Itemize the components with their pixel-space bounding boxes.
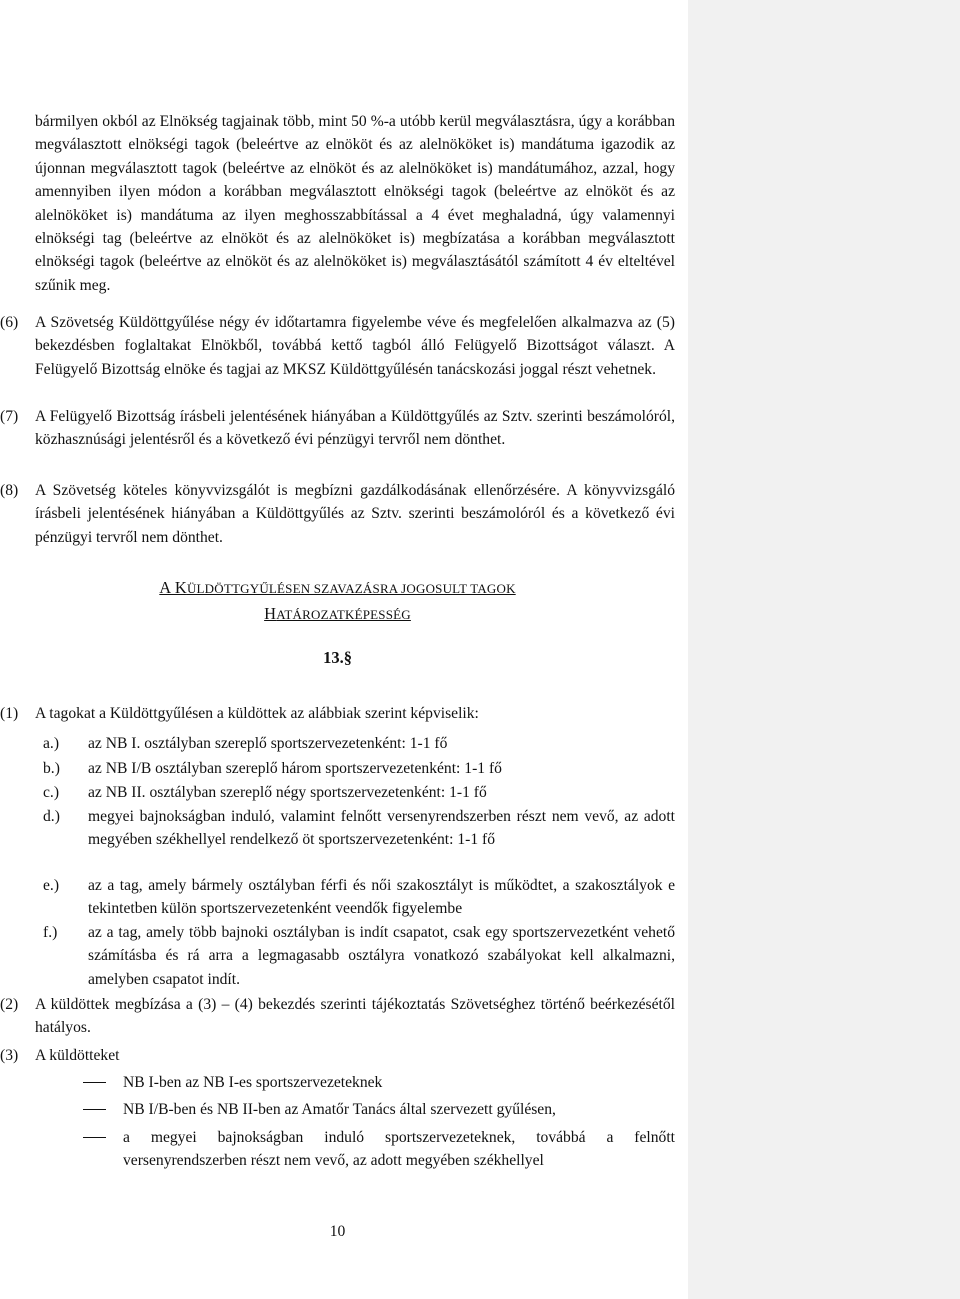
list-item-label: a.): [43, 735, 60, 752]
dash-bullet-icon: [83, 1082, 106, 1083]
list-item-label: e.): [43, 877, 60, 894]
paragraph-text: A tagokat a Küldöttgyűlésen a küldöttek az alábbiak szerint képviselik:: [35, 705, 479, 722]
list-item-text: az NB I. osztályban szereplő sportszervezetenként: 1-1 fő: [88, 735, 448, 752]
dash-bullet-icon: [83, 1137, 106, 1138]
list-item-label: f.): [43, 924, 58, 941]
paragraph-number: (8): [0, 482, 19, 499]
dash-bullet-icon: [83, 1109, 106, 1110]
paragraph-number: (3): [0, 1047, 19, 1064]
list-item-label: b.): [43, 760, 60, 777]
paragraph-text: A küldöttek megbízása a (3) – (4) bekezdés szerinti tájékoztatás Szövetséghez történő beérkezésétől hatályos.: [35, 996, 675, 1037]
continued-paragraph: bármilyen okból az Elnökség tagjainak több, mint 50 %-a utóbb kerül megválasztásra, úgy a korábban megválasztott elnökségi tagok (beleértve az elnököt és az alelnököket is) mandátuma igazodik az újonnan megválasztott tagok (beleértve az elnököt és az alelnököket is) mandátumához, azzal, hogy amennyiben ilyen módon a korábban megválasztott elnökségi tagok (beleértve az elnököt és az alelnököket is) mandátuma az ilyen meghosszabbítással a 4 évet meghaladná, úgy valamennyi elnökségi tag (beleértve az elnököt és az alelnököket is) megbízatása a korábban megválasztott elnökségi tagok (beleértve az elnököt és az alelnököket is) megválasztásától számított 4 év elteltével szűnik meg.: [35, 113, 675, 294]
list-item-text: az a tag, amely több bajnoki osztályban is indít csapatot, csak egy sportszervezetként vehető számításba és rá arra a legmagasabb osztályra vonatkozó szabályokat kell alkalmazni, amelyben csapatot indít.: [88, 924, 675, 988]
list-item-text: az a tag, amely bármely osztályban férfi és női szakosztályt is működtet, a szakosztályok e tekintetben külön sportszervezetenként veendők figyelembe: [88, 877, 675, 918]
page-number: 10: [329, 1223, 346, 1240]
section-number: 13.§: [323, 648, 352, 667]
paragraph-text: A küldötteket: [35, 1047, 120, 1064]
paragraph-number: (2): [0, 996, 19, 1013]
list-item-text: az NB II. osztályban szereplő négy sportszervezetenként: 1-1 fő: [88, 784, 487, 801]
dash-list-item-text: NB I/B-ben és NB II-ben az Amatőr Tanács által szervezett gyűlésen,: [123, 1101, 556, 1118]
list-item-label: d.): [43, 808, 60, 825]
dash-list-item-text: a megyei bajnokságban induló sportszervezeteknek, továbbá a felnőtt versenyrendszerben részt nem vevő, az adott megyében székhellyel: [123, 1129, 675, 1170]
list-item-label: c.): [43, 784, 60, 801]
dash-list-item-text: NB I-ben az NB I-es sportszervezeteknek: [123, 1074, 383, 1091]
list-item-text: az NB I/B osztályban szereplő három sportszervezetenként: 1-1 fő: [88, 760, 502, 777]
list-item-text: megyei bajnokságban induló, valamint felnőtt versenyrendszerben részt nem vevő, az adott megyében székhellyel rendelkező öt sportszervezetenként: 1-1 fő: [88, 808, 675, 849]
section-heading-line-1: A KÜLDÖTTGYŰLÉSEN SZAVAZÁSRA JOGOSULT TAGOK: [159, 578, 516, 597]
paragraph-text: A Szövetség köteles könyvvizsgálót is megbízni gazdálkodásának ellenőrzésére. A könyvvizsgáló írásbeli jelentésének hiányában a Küldöttgyűlés az Sztv. szerinti beszámolóról és a következő évi pénzügyi tervről nem dönthet.: [35, 482, 675, 546]
paragraph-number: (1): [0, 705, 19, 722]
comment-margin-pane: [688, 0, 960, 1299]
paragraph-text: A Szövetség Küldöttgyűlése négy év időtartamra figyelembe véve és megfelelően alkalmazva az (5) bekezdésben foglaltakat Elnökből, továbbá kettő tagból álló Felügyelő Bizottságot választ. A Felügyelő Bizottság elnöke és tagjai az MKSZ Küldöttgyűlésén tanácskozási joggal részt vehetnek.: [35, 314, 675, 378]
paragraph-text: A Felügyelő Bizottság írásbeli jelentésének hiányában a Küldöttgyűlés az Sztv. szerinti beszámolóról, közhasznúsági jelentésről és a következő évi pénzügyi tervről nem dönthet.: [35, 408, 675, 449]
section-heading-line-2: HATÁROZATKÉPESSÉG: [264, 604, 411, 623]
paragraph-number: (6): [0, 314, 19, 331]
paragraph-number: (7): [0, 408, 19, 425]
